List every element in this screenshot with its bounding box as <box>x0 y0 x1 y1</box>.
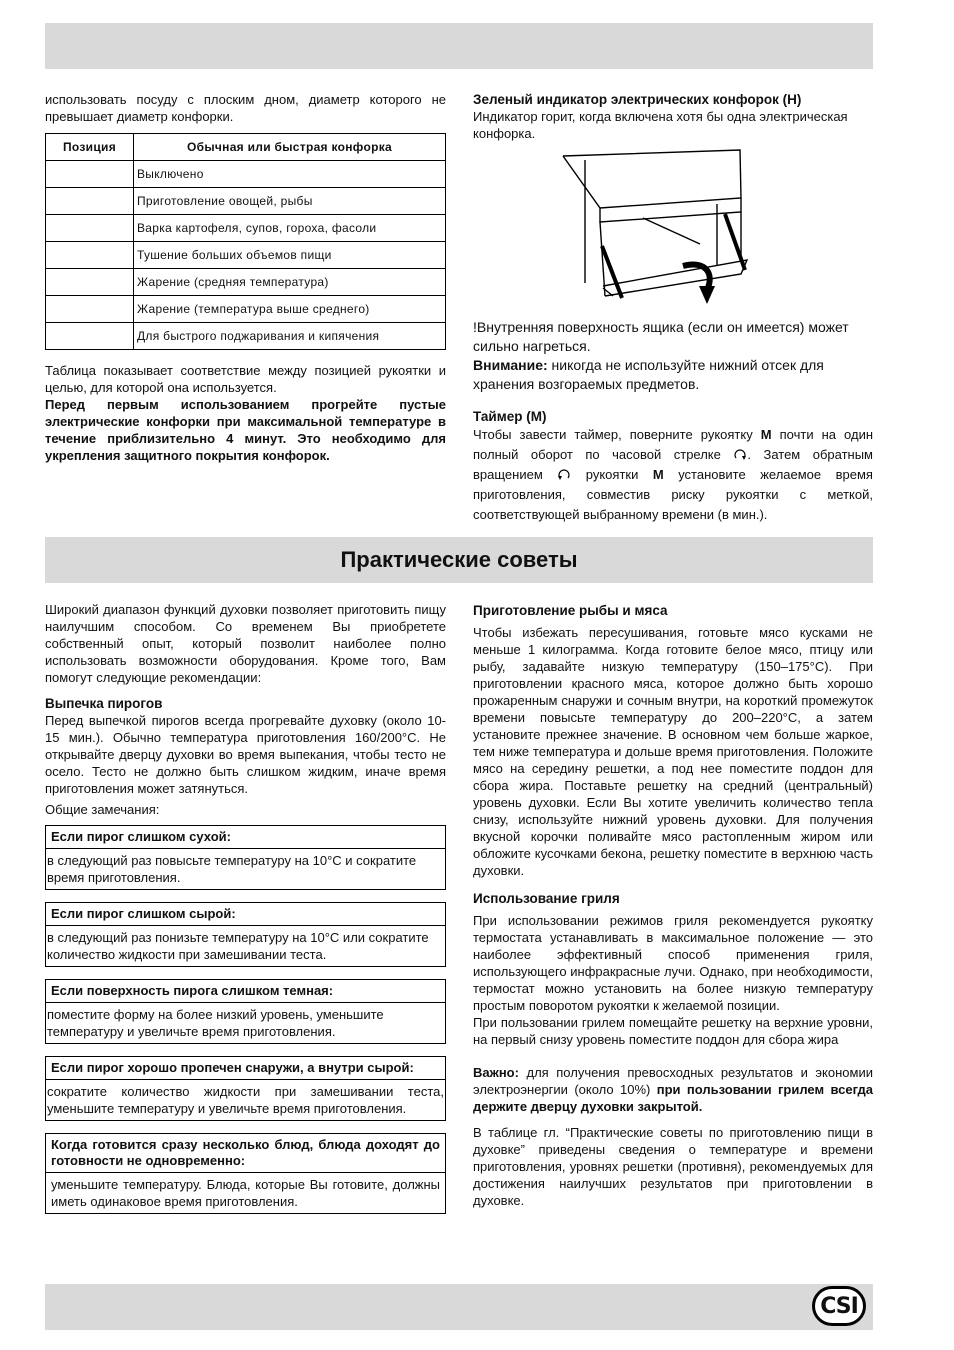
drawer-illustration <box>555 148 755 308</box>
attention-text: никогда не используйте нижний отсек для хранения возгораемых предметов. <box>473 357 824 392</box>
table-header-row <box>46 134 446 161</box>
counterclockwise-arrow-icon <box>557 467 571 481</box>
table-row: Жарение (средняя температура) <box>46 269 446 296</box>
important-note: Важно: для получения превосходных результатов и экономии электроэнергии (около 10%) при пользовании грилем всегда держите дверцу духовки закрытой. <box>473 1065 873 1114</box>
timer-heading: Таймер (М) <box>473 409 547 424</box>
table-header-burner: Обычная или быстрая конфорка <box>134 134 446 161</box>
baking-heading: Выпечка пирогов <box>45 696 163 711</box>
timer-section: Таймер (М) Чтобы завести таймер, поверните рукоятку М почти на один полный оборот по часовой стрелке . Затем обратным вращением рукоятки М установите желаемое время приготовления, совместив риску рукоятки с меткой, соответствующей выбранному времени (в мин.). <box>473 409 874 522</box>
warning-text: Перед первым использованием прогрейте пустые электрические конфорки при максимальной температуре в течение приблизительно 4 минут. Это необходимо для укрепления защитного покрытия конфорок. <box>45 397 446 463</box>
tip-box: Когда готовится сразу несколько блюд, блюда доходят до готовности не одновременно: уменьшите температуру. Блюда, которые Вы готовите, должны иметь одинаковое время приготовления. <box>45 1133 446 1214</box>
fish-meat-text: Чтобы избежать пересушивания, готовьте мясо кусками не меньше 1 килограмма. Когда готовите белое мясо, птицу или рыбу, задавайте низкую температуру (150–175°С). При приготовлении красного мяса, которое должно быть хорошо прожаренным снаружи и сочным внутри, на короткий промежуток времени повысьте температуру до 200–220°С, а затем установите прежнее значение. В основном чем больше жаркое, тем ниже температура и дольше время приготовления. Положите мясо на середину решетки, а под нее поместите поддон для сбора жира. Поставьте решетку на средний (центральный) уровень духовки. Если Вы хотите увеличить количество тепла снизу, используйте нижний уровень духовки. Для получения вкусной корочки поливайте мясо растопленным жиром или обложите кусочками бекона, решетку поместите в верхнюю часть духовки. <box>473 625 873 878</box>
table-row: Варка картофеля, супов, гороха, фасоли <box>46 215 446 242</box>
table-row: Приготовление овощей, рыбы <box>46 188 446 215</box>
table-row: Жарение (температура выше среднего) <box>46 296 446 323</box>
table-row: Тушение больших объемов пищи <box>46 242 446 269</box>
right-mid-column <box>473 318 873 394</box>
drawer-warning: !Внутренняя поверхность ящика (если он имеется) может сильно нагреться. <box>473 319 849 354</box>
tip-box: Если поверхность пирога слишком темная: поместите форму на более низкий уровень, уменьшите температуру и увеличьте время приготовления. <box>45 979 446 1044</box>
intro-text: использовать посуду с плоским дном, диаметр которого не превышает диаметр конфорки. <box>45 92 446 124</box>
attention-label: Внимание: <box>473 357 548 373</box>
footer-band <box>45 1284 873 1330</box>
position-table <box>45 133 446 350</box>
left-bottom-column <box>45 601 446 1214</box>
baking-text: Перед выпечкой пирогов всегда прогревайте духовку (около 10-15 мин.). Обычно температура приготовления 160/200°С. Не открывайте дверцу духовки во время выпекания, чтобы тесто не осело. Тесто не должно быть слишком жидким, иначе время приготовления может затянуться. <box>45 713 446 796</box>
general-notes: Общие замечания: <box>45 802 160 817</box>
indicator-text: Индикатор горит, когда включена хотя бы одна электрическая конфорка. <box>473 109 848 141</box>
table-row: Выключено <box>46 161 446 188</box>
indicator-heading: Зеленый индикатор электрических конфорок (Н) <box>473 92 802 107</box>
table-header-position: Позиция <box>46 134 134 161</box>
left-top-column <box>45 91 446 464</box>
tip-box: Если пирог хорошо пропечен снаружи, а внутри сырой: сократите количество жидкости при замешивании теста, уменьшите температуру и увеличьте время приготовления. <box>45 1056 446 1121</box>
section-title: Практические советы <box>45 537 873 583</box>
table-row: Для быстрого поджаривания и кипячения <box>46 323 446 350</box>
tips-intro: Широкий диапазон функций духовки позволяет приготовить пищу наилучшим способом. Со временем Вы приобретете собственный опыт, который позволит наиболее полно использовать возможности оборудования. Кроме того, Вам помогут следующие рекомендации: <box>45 602 446 685</box>
fish-meat-heading: Приготовление рыбы и мяса <box>473 603 668 618</box>
tip-box: Если пирог слишком сухой: в следующий раз повысьте температуру на 10°С и сократите время приготовления. <box>45 825 446 890</box>
csi-logo: CSI <box>812 1286 866 1326</box>
grill-text-2: При пользовании грилем помещайте решетку на верхние уровни, на первый снизу уровень поместите поддон для сбора жира <box>473 1015 873 1047</box>
clockwise-arrow-icon <box>733 447 747 461</box>
header-band <box>45 23 873 69</box>
grill-heading: Использование гриля <box>473 891 620 906</box>
right-bottom-column <box>473 602 873 1209</box>
grill-text-3: В таблице гл. “Практические советы по приготовлению пищи в духовке” приведены сведения о температуре и времени приготовления, уровнях решетки (противня), рекомендуемых для достижения наилучших результатов при приготовлении в духовке. <box>473 1125 873 1208</box>
table-note: Таблица показывает соответствие между позицией рукоятки и целью, для которой она используется. <box>45 363 446 395</box>
right-top-column <box>473 91 873 142</box>
tip-box: Если пирог слишком сырой: в следующий раз понизьте температуру на 10°С или сократите количество жидкости при замешивании теста. <box>45 902 446 967</box>
grill-text-1: При использовании режимов гриля рекомендуется рукоятку термостата устанавливать в максимальное положение — это наиболее эффективный способ применения гриля, использующего инфракрасные лучи. Однако, при необходимости, термостат можно установить на более низкую температуру простым поворотом рукоятки к желаемой позиции. <box>473 913 873 1013</box>
